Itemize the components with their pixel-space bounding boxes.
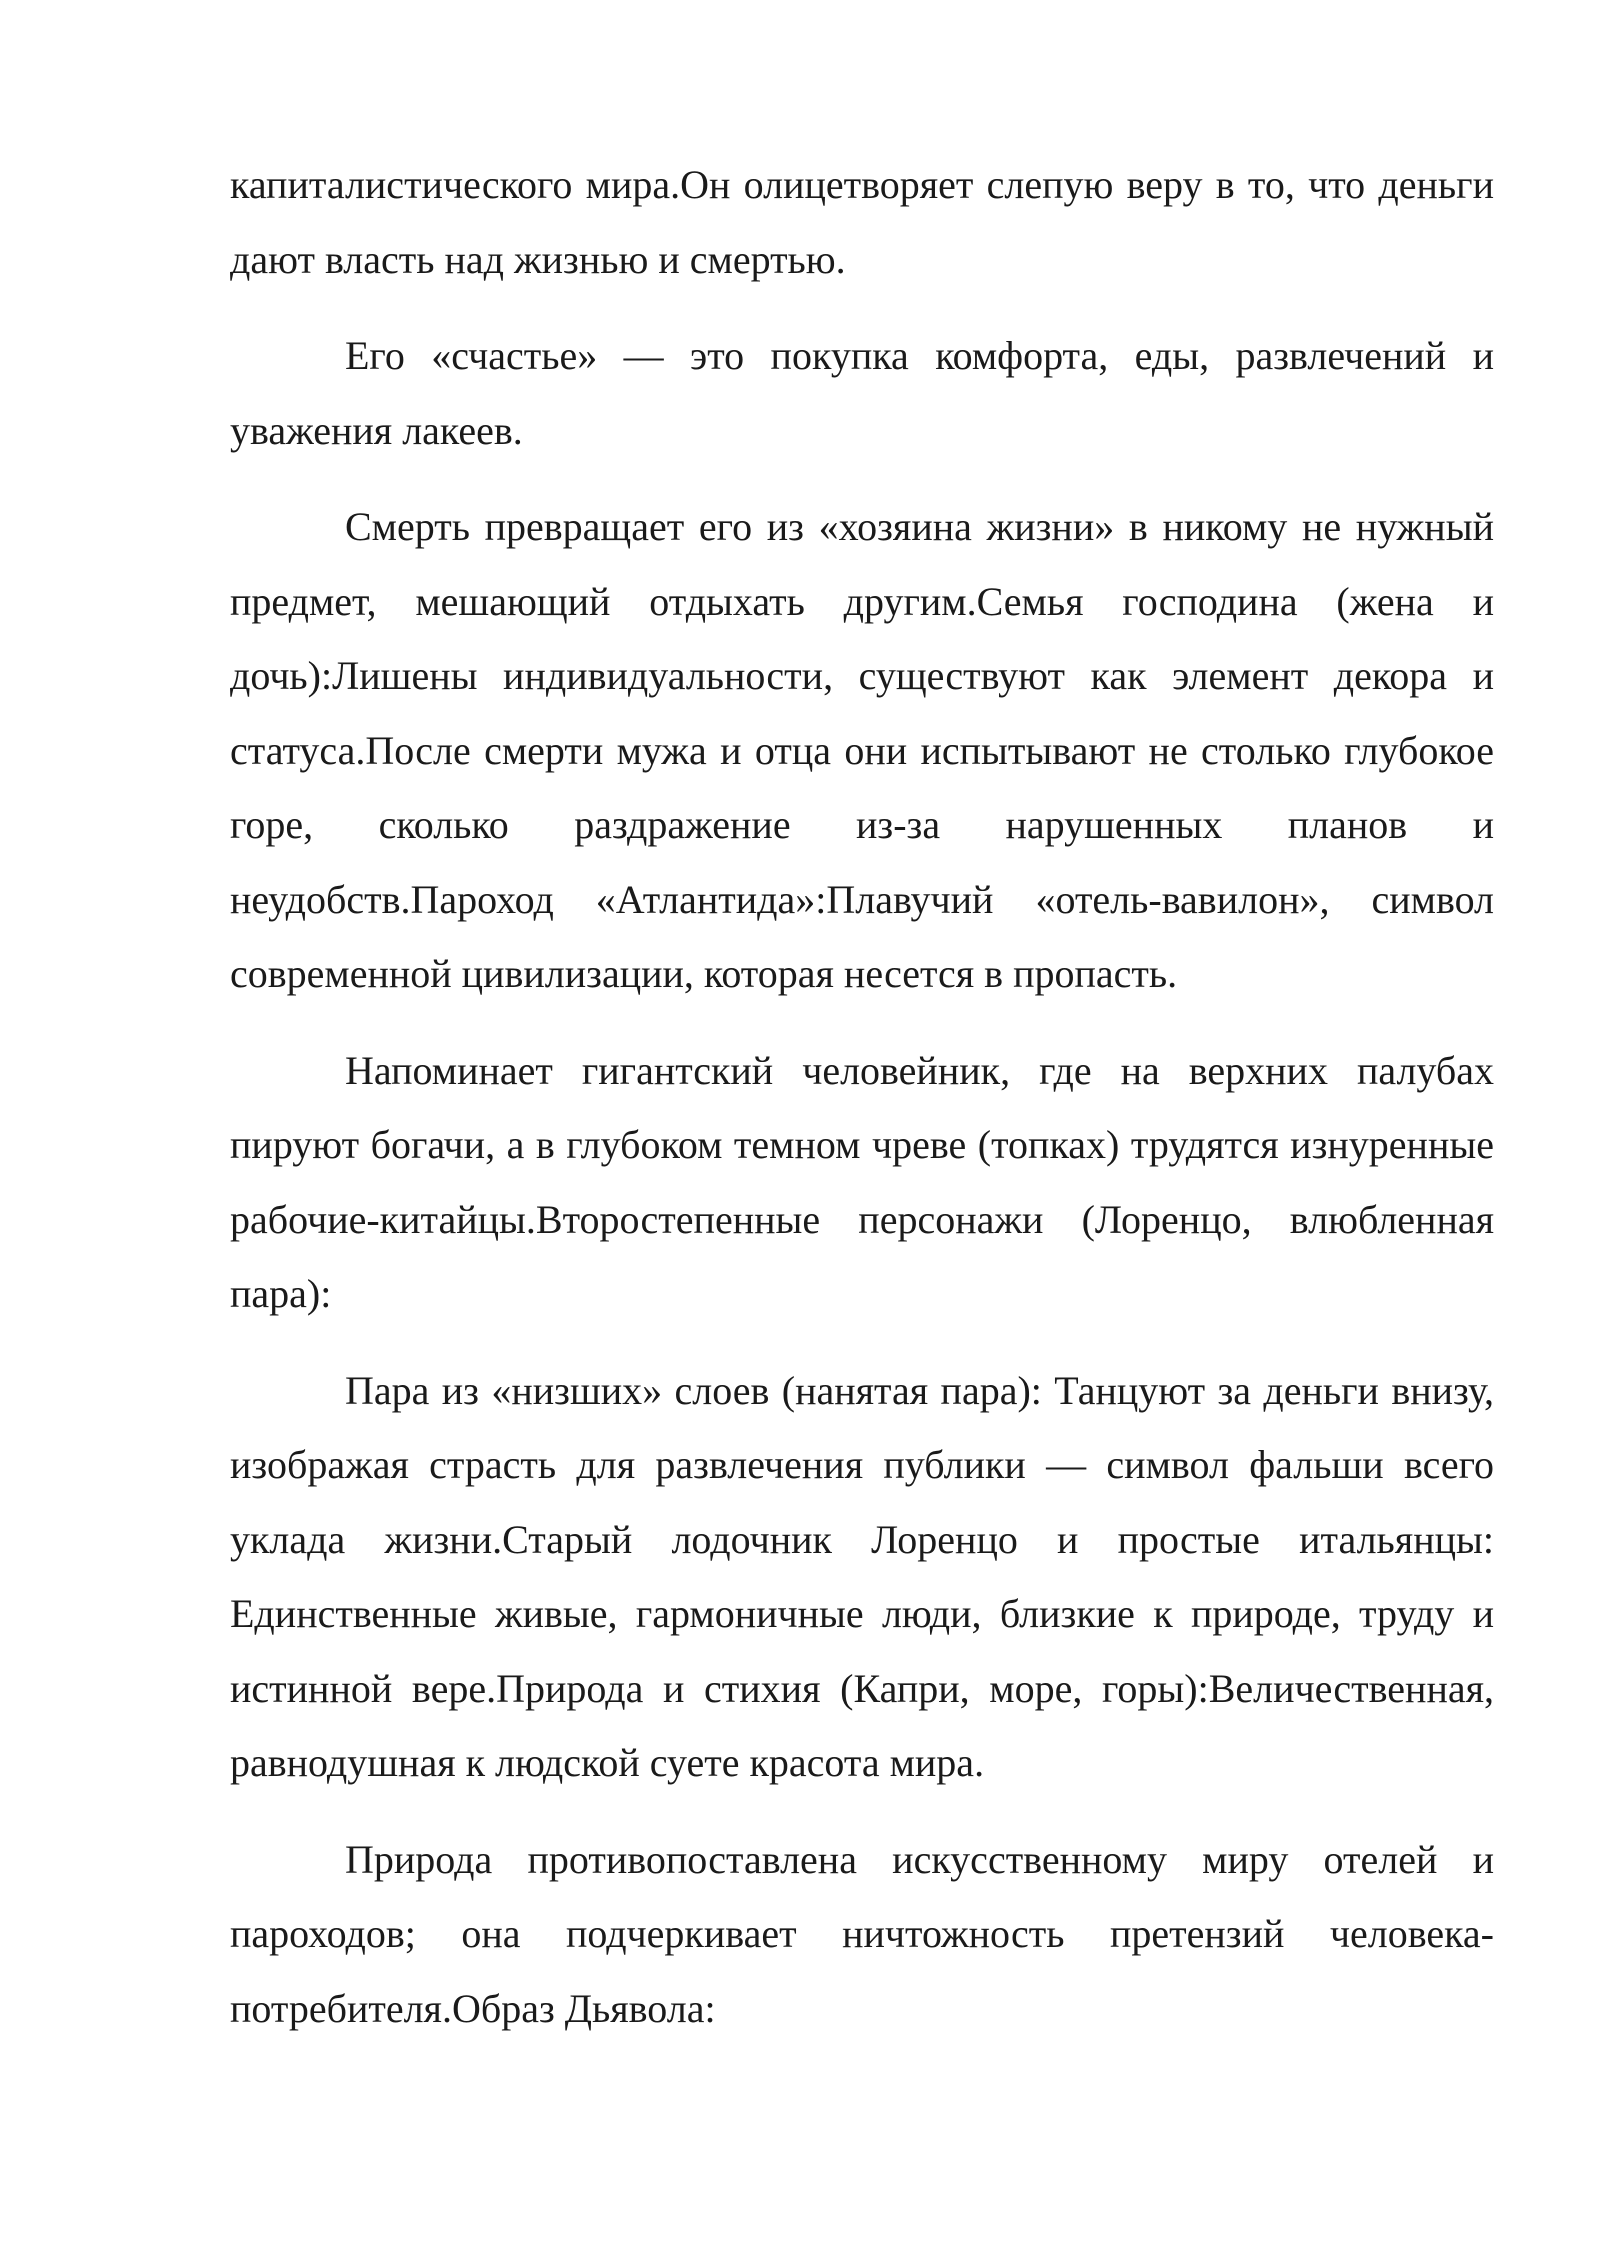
- paragraph-1: капиталистического мира.Он олицетворяет слепую веру в то, что деньги дают власть над жизнью и смертью.: [230, 162, 1494, 282]
- body-text: [230, 148, 1494, 2068]
- paragraph-3: Смерть превращает его из «хозяина жизни» в никому не нужный предмет, мешающий отдыхать другим.Семья господина (жена и дочь):Лишены индивидуальности, существуют как элемент декора и статуса.После смерти мужа и отца они испытывают не столько глубокое горе, сколько раздражение из-за нарушенных планов и неудобств.Пароход «Атлантида»:Плавучий «отель-вавилон», символ современной цивилизации, которая несется в пропасть.: [230, 504, 1494, 996]
- paragraph-2: Его «счастье» — это покупка комфорта, еды, развлечений и уважения лакеев.: [230, 333, 1494, 453]
- paragraph-6: Природа противопоставлена искусственному миру отелей и пароходов; она подчеркивает ничтожность претензий человека-потребителя.Образ Дьявола:: [230, 1836, 1494, 2031]
- paragraph-5: Пара из «низших» слоев (нанятая пара): Танцуют за деньги внизу, изображая страсть для развлечения публики — символ фальши всего уклада жизни.Старый лодочник Лоренцо и простые итальянцы: Единственные живые, гармоничные люди, близкие к природе, труду и истинной вере.Природа и стихия (Капри, море, горы):Величественная, равнодушная к людской суете красота мира.: [230, 1367, 1494, 1785]
- paragraph-4: Напоминает гигантский человейник, где на верхних палубах пируют богачи, а в глубоком темном чреве (топках) трудятся изнуренные рабочие-китайцы.Второстепенные персонажи (Лоренцо, влюбленная пара):: [230, 1047, 1494, 1316]
